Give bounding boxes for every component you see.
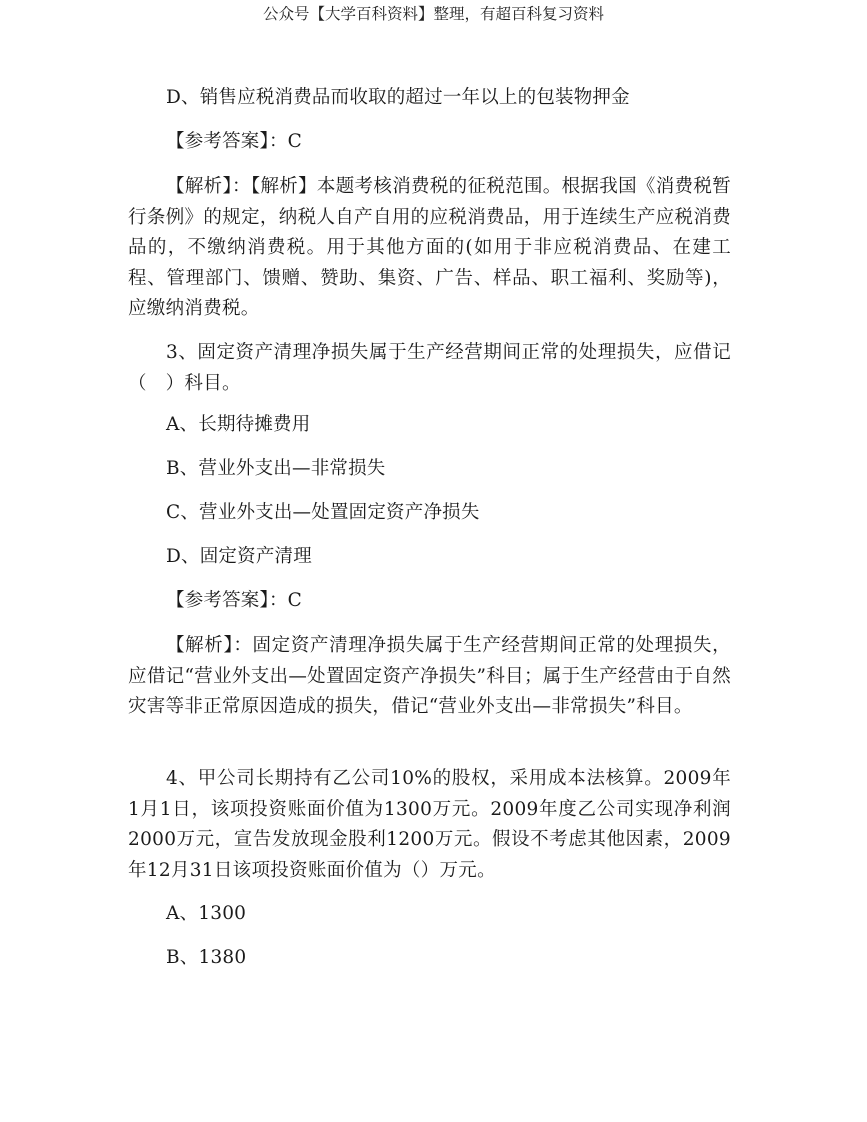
q4-option-a: A、1300 <box>166 903 247 924</box>
q3-answer: 【参考答案】：C <box>166 590 303 611</box>
q4-option-b: B、1380 <box>166 947 247 968</box>
q3-option-d: D、固定资产清理 <box>166 546 312 567</box>
q3-option-b: B、营业外支出—非常损失 <box>166 458 386 479</box>
q3-option-a: A、长期待摊费用 <box>166 414 311 435</box>
q3-option-c: C、营业外支出—处置固定资产净损失 <box>166 502 480 523</box>
q3-explanation: 【解析】：固定资产清理净损失属于生产经营期间正常的处理损失，应借记“营业外支出—处置固定资产净损失”科目；属于生产经营由于自然灾害等非正常原因造成的损失，借记“营业外支出—非常损失”科目。 <box>128 635 731 717</box>
q2-answer: 【参考答案】：C <box>166 131 303 152</box>
q3-question: 3、固定资产清理净损失属于生产经营期间正常的处理损失，应借记（ ）科目。 <box>128 342 731 394</box>
q2-explanation: 【解析】：【解析】本题考核消费税的征税范围。根据我国《消费税暂行条例》的规定，纳税人自产自用的应税消费品，用于连续生产应税消费品的，不缴纳消费税。用于其他方面的(如用于非应税消费品、在建工程、管理部门、馈赠、赞助、集资、广告、样品、职工福利、奖励等)，应缴纳消费税。 <box>128 176 731 319</box>
page-header: 公众号【大学百科资料】整理，有超百科复习资料 <box>262 5 604 23</box>
q2-option-d: D、销售应税消费品而收取的超过一年以上的包装物押金 <box>166 87 630 108</box>
q4-question: 4、甲公司长期持有乙公司10%的股权，采用成本法核算。2009年1月1日，该项投资账面价值为1300万元。2009年度乙公司实现净利润2000万元，宣告发放现金股利1200万元。假设不考虑其他因素，2009年12月31日该项投资账面价值为（）万元。 <box>128 768 731 881</box>
